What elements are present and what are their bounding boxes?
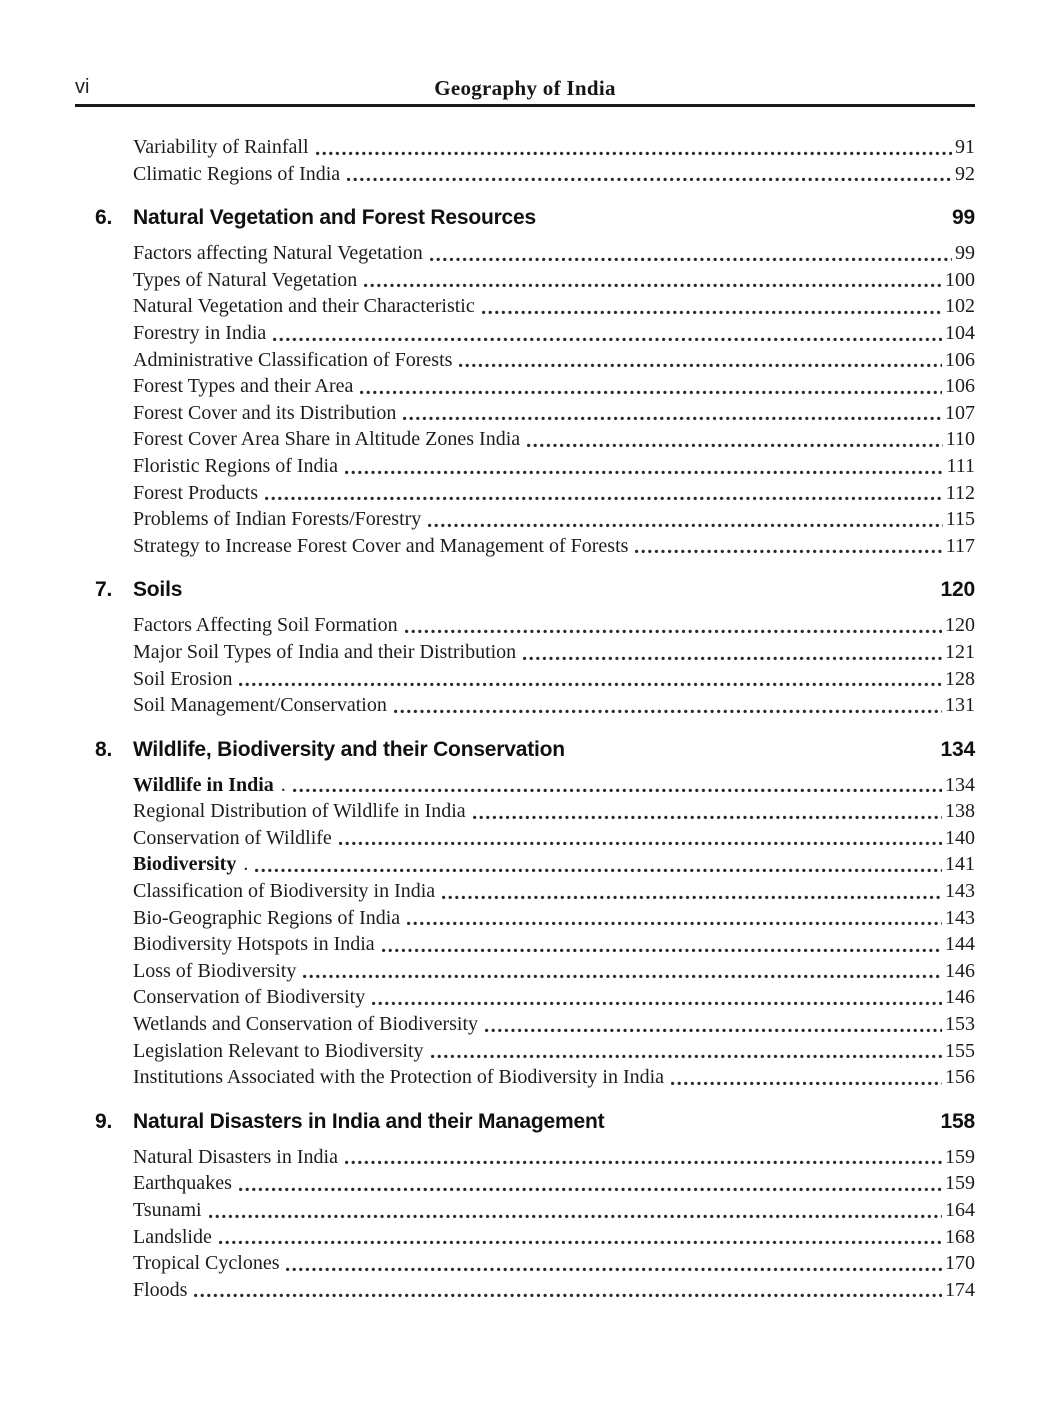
toc-entry-page-number: 143 <box>945 906 975 929</box>
toc-entry-label: Tsunami <box>133 1199 202 1221</box>
toc-entry-suffix: . <box>243 853 249 876</box>
toc-entry-page-number: 92 <box>955 162 975 185</box>
toc-entry-page-number: 164 <box>945 1199 975 1221</box>
toc-entry-label: Factors Affecting Soil Formation <box>133 614 398 637</box>
toc-entry <box>75 931 975 958</box>
toc-entry <box>75 426 975 453</box>
toc-entry-page-number: 111 <box>946 454 975 477</box>
toc-entry-label: Problems of Indian Forests/Forestry <box>133 508 422 531</box>
toc-section-heading <box>75 576 975 604</box>
toc-entry-page-number: 140 <box>945 826 975 849</box>
toc-entry-label: Wildlife in India <box>133 773 274 796</box>
running-head <box>75 62 975 107</box>
dot-leader <box>405 628 942 635</box>
toc-section-title: Wildlife, Biodiversity and their Conservation <box>133 737 565 761</box>
toc-entry-page-number: 106 <box>945 375 975 398</box>
toc-entry-label: Forest Cover and its Distribution <box>133 401 397 424</box>
toc-entry-label: Legislation Relevant to Biodiversity <box>133 1039 424 1062</box>
toc-entry <box>75 639 975 666</box>
toc-entry-label: Forestry in India <box>133 321 267 344</box>
toc-section-number: 7. <box>95 578 113 602</box>
toc-entry-page-number: 155 <box>945 1039 975 1062</box>
toc-entry <box>75 1277 975 1304</box>
toc-entry-page-number: 170 <box>945 1252 975 1275</box>
toc-entry <box>75 373 975 400</box>
toc-entry-page-number: 106 <box>945 348 975 371</box>
toc-entry-page-number: 91 <box>955 136 975 158</box>
toc-entry-label: Types of Natural Vegetation <box>133 268 358 291</box>
toc-entry-page-number: 120 <box>945 614 975 637</box>
toc-entry <box>75 1197 975 1224</box>
dot-leader <box>523 655 942 662</box>
toc-entry <box>75 666 975 693</box>
toc-entry-label: Soil Erosion <box>133 667 233 690</box>
toc-entry-label: Variability of Rainfall <box>133 136 309 158</box>
toc-entry-label: Landslide <box>133 1225 212 1248</box>
toc-entry-label: Loss of Biodiversity <box>133 959 297 982</box>
toc-section-number: 6. <box>95 206 113 230</box>
dot-leader <box>430 256 952 263</box>
toc-entry <box>75 1011 975 1038</box>
dot-leader <box>239 1186 942 1193</box>
dot-leader <box>403 415 942 422</box>
dot-leader <box>394 708 942 715</box>
toc-entry-label: Tropical Cyclones <box>133 1252 280 1275</box>
toc-section-heading <box>75 1108 975 1136</box>
toc-entry-label: Floods <box>133 1278 188 1301</box>
toc-entry-page-number: 104 <box>945 321 975 344</box>
toc-entry-suffix: . <box>280 773 286 796</box>
toc-section-page-number: 99 <box>952 206 975 230</box>
toc-entry <box>75 320 975 347</box>
toc-entry-label: Forest Cover Area Share in Altitude Zones India <box>133 428 521 451</box>
toc-entry-page-number: 99 <box>955 242 975 265</box>
toc-entry-label: Natural Vegetation and their Characteristic <box>133 295 475 318</box>
toc-entry-page-number: 115 <box>945 508 975 531</box>
toc-entry <box>75 293 975 320</box>
toc-entry <box>75 480 975 507</box>
toc-section-number: 8. <box>95 737 113 761</box>
toc-entry <box>75 984 975 1011</box>
dot-leader <box>360 389 942 396</box>
toc-section-title: Natural Disasters in India and their Management <box>133 1109 605 1133</box>
toc-entry-page-number: 112 <box>945 481 975 504</box>
dot-leader <box>345 469 944 476</box>
toc-entry-page-number: 146 <box>945 986 975 1009</box>
toc-entry <box>75 161 975 188</box>
toc-entry <box>75 851 975 878</box>
dot-leader <box>239 681 942 688</box>
toc-section-page-number: 158 <box>940 1109 975 1133</box>
toc-entry-label: Factors affecting Natural Vegetation <box>133 242 423 265</box>
toc-entry <box>75 772 975 799</box>
toc-entry-page-number: 138 <box>945 800 975 823</box>
toc-entry-label: Earthquakes <box>133 1172 232 1195</box>
dot-leader <box>473 814 942 821</box>
toc-entry-page-number: 159 <box>945 1172 975 1195</box>
toc-section-page-number: 134 <box>940 737 975 761</box>
toc-entry-page-number: 121 <box>945 640 975 663</box>
toc-entry <box>75 267 975 294</box>
dot-leader <box>316 150 952 157</box>
toc-section-heading <box>75 204 975 232</box>
toc-entry-label: Conservation of Biodiversity <box>133 986 366 1009</box>
book-title: Geography of India <box>434 76 616 100</box>
toc-entry-page-number: 141 <box>945 853 975 876</box>
dot-leader <box>345 1159 942 1166</box>
toc-entry <box>75 400 975 427</box>
dot-leader <box>286 1266 942 1273</box>
table-of-contents <box>75 134 975 1303</box>
dot-leader <box>347 176 952 183</box>
dot-leader <box>635 548 942 555</box>
toc-entry-label: Soil Management/Conservation <box>133 694 387 717</box>
toc-entry-label: Administrative Classification of Forests <box>133 348 453 371</box>
toc-entry <box>75 958 975 985</box>
toc-entry <box>75 506 975 533</box>
toc-entry <box>75 1038 975 1065</box>
toc-entry-label: Biodiversity <box>133 853 237 876</box>
dot-leader <box>382 947 942 954</box>
toc-entry <box>75 905 975 932</box>
toc-entry-page-number: 159 <box>945 1145 975 1168</box>
toc-entry <box>75 798 975 825</box>
dot-leader <box>265 495 943 502</box>
toc-entry <box>75 1144 975 1171</box>
toc-entry-label: Wetlands and Conservation of Biodiversity <box>133 1013 478 1036</box>
toc-section-title: Natural Vegetation and Forest Resources <box>133 206 536 230</box>
toc-entry-page-number: 134 <box>945 773 975 796</box>
dot-leader <box>339 840 942 847</box>
toc-entry-label: Conservation of Wildlife <box>133 826 332 849</box>
toc-entry-label: Climatic Regions of India <box>133 162 341 185</box>
toc-entry-page-number: 128 <box>945 667 975 690</box>
toc-entry-page-number: 100 <box>945 268 975 291</box>
toc-entry <box>75 240 975 267</box>
dot-leader <box>372 1000 942 1007</box>
dot-leader <box>442 894 942 901</box>
toc-entry-label: Classification of Biodiversity in India <box>133 880 436 903</box>
toc-entry <box>75 533 975 560</box>
toc-entry-label: Forest Types and their Area <box>133 375 354 398</box>
dot-leader <box>428 522 942 529</box>
toc-entry-label: Floristic Regions of India <box>133 454 338 477</box>
toc-entry <box>75 825 975 852</box>
toc-entry <box>75 878 975 905</box>
toc-entry-label: Natural Disasters in India <box>133 1145 338 1168</box>
toc-entry <box>75 347 975 374</box>
toc-section-page-number: 120 <box>940 578 975 602</box>
toc-entry-page-number: 153 <box>945 1013 975 1036</box>
dot-leader <box>194 1292 942 1299</box>
dot-leader <box>407 920 942 927</box>
toc-entry-page-number: 107 <box>945 401 975 424</box>
toc-entry-label: Institutions Associated with the Protection of Biodiversity in India <box>133 1066 665 1089</box>
toc-entry-label: Strategy to Increase Forest Cover and Management of Forests <box>133 534 629 557</box>
toc-entry <box>75 1170 975 1197</box>
dot-leader <box>431 1053 942 1060</box>
toc-section-heading <box>75 736 975 764</box>
dot-leader <box>255 867 942 874</box>
toc-entry-label: Forest Products <box>133 481 258 504</box>
toc-section-number: 9. <box>95 1109 113 1133</box>
dot-leader <box>671 1080 942 1087</box>
toc-entry-page-number: 146 <box>945 959 975 982</box>
toc-entry <box>75 134 975 161</box>
toc-entry-label: Bio-Geographic Regions of India <box>133 906 401 929</box>
toc-entry-page-number: 131 <box>945 694 975 717</box>
toc-entry <box>75 1064 975 1091</box>
toc-section-title: Soils <box>133 578 183 602</box>
toc-entry-page-number: 143 <box>945 880 975 903</box>
dot-leader <box>219 1239 942 1246</box>
toc-entry-page-number: 144 <box>945 933 975 956</box>
dot-leader <box>209 1213 942 1220</box>
toc-entry <box>75 612 975 639</box>
folio-page-number: vi <box>75 76 90 98</box>
toc-entry <box>75 1224 975 1251</box>
toc-entry-page-number: 110 <box>945 428 975 451</box>
toc-entry-page-number: 174 <box>945 1278 975 1301</box>
toc-entry-label: Biodiversity Hotspots in India <box>133 933 375 956</box>
toc-entry <box>75 453 975 480</box>
toc-entry-label: Regional Distribution of Wildlife in India <box>133 800 466 823</box>
toc-entry-page-number: 102 <box>945 295 975 318</box>
dot-leader <box>485 1027 942 1034</box>
dot-leader <box>364 282 942 289</box>
toc-entry-page-number: 117 <box>945 534 975 557</box>
dot-leader <box>303 973 942 980</box>
dot-leader <box>459 362 942 369</box>
toc-entry-page-number: 156 <box>945 1066 975 1089</box>
toc-entry <box>75 692 975 719</box>
dot-leader <box>482 309 942 316</box>
dot-leader <box>293 787 942 794</box>
toc-entry-label: Major Soil Types of India and their Distribution <box>133 640 517 663</box>
toc-entry <box>75 1250 975 1277</box>
dot-leader <box>273 336 942 343</box>
dot-leader <box>527 442 943 449</box>
toc-entry-page-number: 168 <box>945 1225 975 1248</box>
